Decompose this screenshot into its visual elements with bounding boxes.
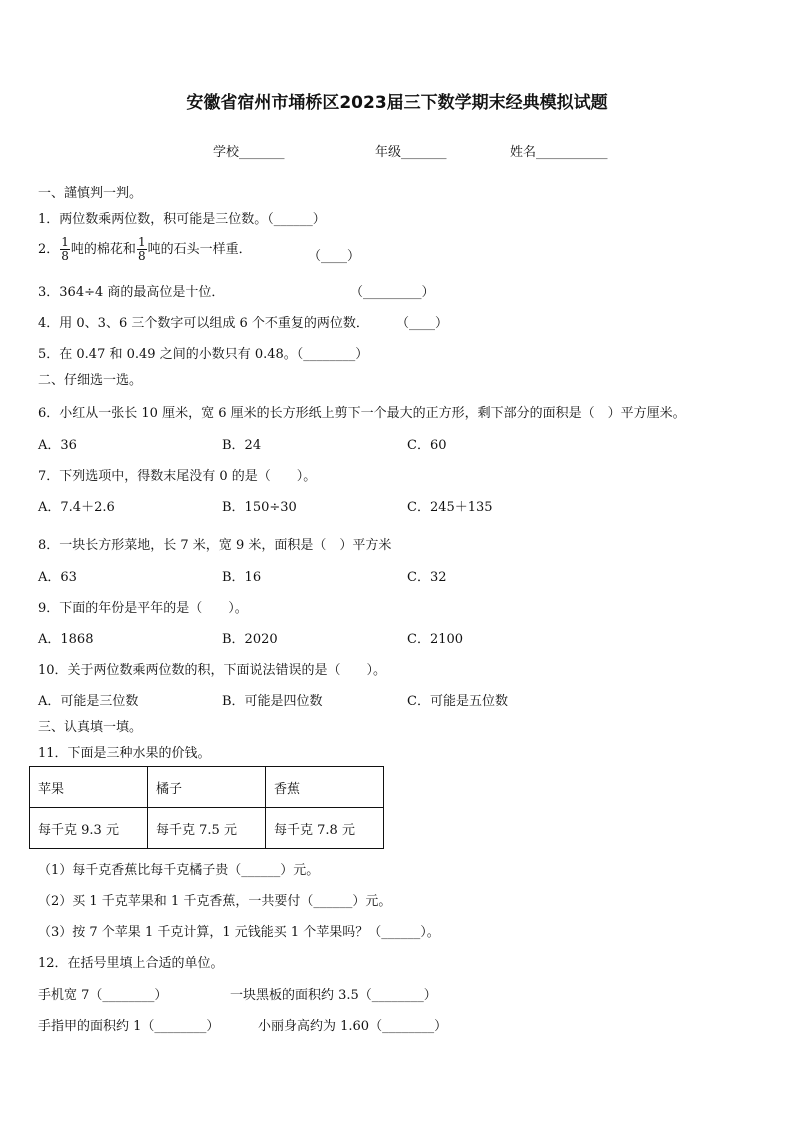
section-heading-2: 二、仔细选一选。 <box>38 373 143 388</box>
fraction-one-eighth: $\frac{1}{8}$ <box>61 235 69 263</box>
question-1: 1．两位数乘两位数，积可能是三位数。（______） <box>38 212 326 227</box>
page-title: 安徽省宿州市埇桥区2023届三下数学期末经典模拟试题 <box>186 93 608 113</box>
grade-field: 年级_______ <box>375 145 447 160</box>
question-11-part-3: （3）按 7 个苹果 1 千克计算，1 元钱能买 1 个苹果吗？（______）。 <box>38 925 440 940</box>
question-8-option-b: B．16 <box>222 570 262 585</box>
school-field: 学校_______ <box>213 145 285 160</box>
question-2-text: 吨的棉花和 <box>70 242 136 257</box>
question-6: 6．小红从一张长 10 厘米，宽 6 厘米的长方形纸上剪下一个最大的正方形，剩下部分的面积是（ ）平方厘米。 <box>38 406 686 421</box>
question-10-option-b: B．可能是四位数 <box>222 694 323 709</box>
table-cell-apple-price: 每千克 9.3 元 <box>30 808 148 849</box>
question-2 <box>38 236 252 263</box>
section-heading-1: 一、謹慎判一判。 <box>38 186 143 201</box>
table-row <box>30 808 384 849</box>
question-6-option-c: C．60 <box>407 438 447 453</box>
question-11-part-1: （1）每千克香蕉比每千克橘子贵（______）元。 <box>38 863 320 878</box>
question-6-option-a: A．36 <box>38 438 77 453</box>
question-8: 8．一块长方形菜地，长 7 米，宽 9 米，面积是（ ）平方米 <box>38 538 392 553</box>
question-8-option-a: A．63 <box>38 570 77 585</box>
table-header-orange: 橘子 <box>148 767 266 808</box>
question-4: 4．用 0、3、6 三个数字可以组成 6 个不重复的两位数． <box>38 316 369 331</box>
question-2-blank: （____） <box>308 249 361 264</box>
fraction-one-eighth-2: $\frac{1}{8}$ <box>137 235 146 263</box>
question-9-option-b: B．2020 <box>222 632 278 647</box>
question-10-option-c: C．可能是五位数 <box>407 694 508 709</box>
section-heading-3: 三、认真填一填。 <box>38 720 143 735</box>
question-12-item-a: 手机宽 7（________） <box>38 988 168 1003</box>
table-row <box>30 767 384 808</box>
fruit-price-table <box>29 766 384 849</box>
question-2-number: 2． <box>38 242 60 257</box>
question-11-part-2: （2）买 1 千克苹果和 1 千克香蕉，一共要付（______）元。 <box>38 894 392 909</box>
table-cell-banana-price: 每千克 7.8 元 <box>266 808 384 849</box>
question-12: 12．在括号里填上合适的单位。 <box>38 956 224 971</box>
question-4-blank: （____） <box>396 316 449 331</box>
table-header-apple: 苹果 <box>30 767 148 808</box>
question-6-option-b: B．24 <box>222 438 262 453</box>
question-10-option-a: A．可能是三位数 <box>38 694 139 709</box>
question-12-item-d: 小丽身高约为 1.60（________） <box>258 1019 448 1034</box>
question-7-option-c: C．245＋135 <box>407 500 493 515</box>
question-10: 10．关于两位数乘两位数的积，下面说法错误的是（ ）。 <box>38 663 387 678</box>
question-12-item-b: 一块黑板的面积约 3.5（________） <box>230 988 437 1003</box>
question-5: 5．在 0.47 和 0.49 之间的小数只有 0.48。（________） <box>38 347 369 362</box>
question-9-option-a: A．1868 <box>38 632 94 647</box>
table-header-banana: 香蕉 <box>266 767 384 808</box>
question-7-option-a: A．7.4＋2.6 <box>38 500 115 515</box>
question-12-item-c: 手指甲的面积约 1（________） <box>38 1019 220 1034</box>
question-7-option-b: B．150÷30 <box>222 500 297 515</box>
question-9-option-c: C．2100 <box>407 632 464 647</box>
question-7: 7．下列选项中，得数末尾没有 0 的是（ ）。 <box>38 469 317 484</box>
question-2-text-end: 吨的石头一样重． <box>147 242 252 257</box>
question-3: 3．364÷4 商的最高位是十位． <box>38 285 225 300</box>
table-cell-orange-price: 每千克 7.5 元 <box>148 808 266 849</box>
question-3-blank: （_________） <box>350 285 435 300</box>
name-field: 姓名___________ <box>510 145 608 160</box>
question-9: 9．下面的年份是平年的是（ ）。 <box>38 601 248 616</box>
question-11: 11．下面是三种水果的价钱。 <box>38 746 211 761</box>
question-8-option-c: C．32 <box>407 570 447 585</box>
